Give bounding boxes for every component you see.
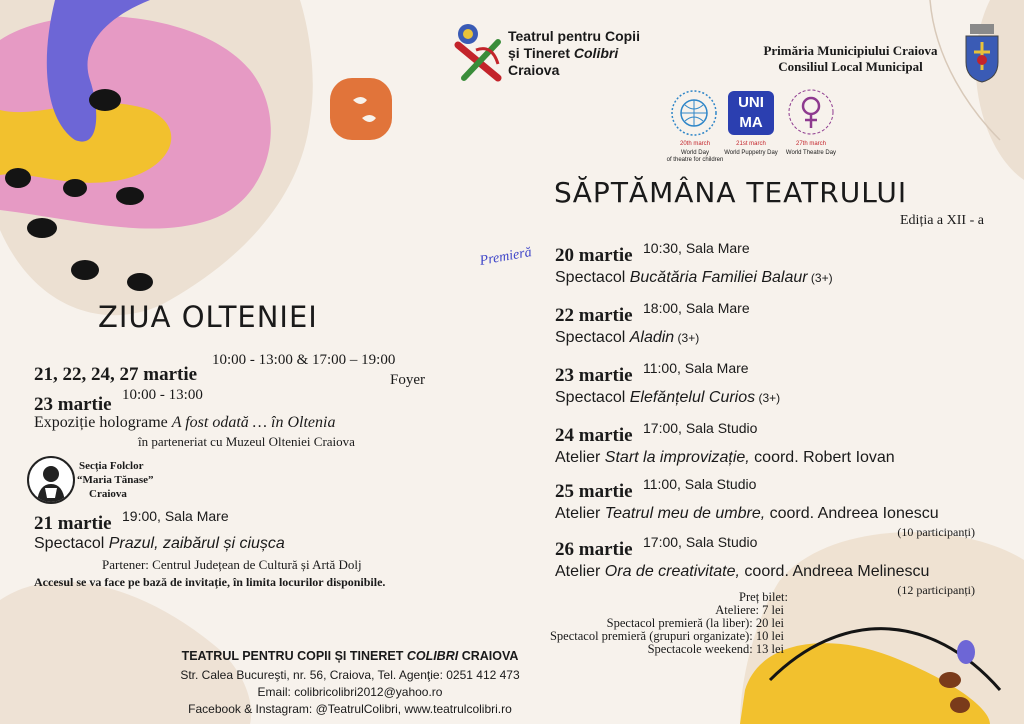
folk-section-name bbox=[77, 459, 154, 501]
left-title: ZIUA OLTENIEI bbox=[98, 300, 318, 334]
black-dot bbox=[71, 260, 99, 280]
event-date: 21, 22, 24, 27 martie bbox=[34, 364, 198, 385]
event-date: 24 martie bbox=[555, 425, 633, 446]
event-date: 26 martie bbox=[555, 539, 633, 560]
event-olteniei-1 bbox=[34, 350, 454, 388]
theatre-name-line2b: Colibri bbox=[573, 45, 619, 61]
partner-logo-assitej bbox=[669, 88, 719, 143]
partner-label-1b: of theatre for children bbox=[666, 157, 724, 163]
event-olteniei-3 bbox=[34, 505, 454, 552]
price-premiere-free: Spectacol premieră (la liber): 20 lei bbox=[606, 616, 784, 630]
price-head: Preț bilet: bbox=[739, 590, 788, 604]
city-hall-line1: Primăria Municipiului Craiova bbox=[763, 43, 938, 58]
event-date: 21 martie bbox=[34, 513, 112, 534]
event-note: (12 participanți) bbox=[897, 583, 975, 597]
craiova-coat-of-arms bbox=[962, 22, 1002, 84]
edition: Ediția a XII - a bbox=[900, 213, 984, 228]
theatre-name bbox=[508, 28, 640, 79]
right-title: SĂPTĂMÂNA TEATRULUI bbox=[554, 176, 908, 209]
event-date: 22 martie bbox=[555, 305, 633, 326]
event-time: 10:00 - 13:00 bbox=[122, 387, 203, 403]
price-weekend: Spectacole weekend: 13 lei bbox=[647, 642, 784, 656]
partner-label-3: World Theatre Day bbox=[785, 150, 837, 156]
event-note: în parteneriat cu Muzeul Olteniei Craiova bbox=[138, 434, 355, 449]
partner-logo-iti bbox=[786, 86, 836, 143]
theatre-week-event bbox=[555, 237, 975, 293]
theatre-week-event bbox=[555, 357, 975, 413]
footer-title: TEATRUL PENTRU COPII ȘI TINERET COLIBRI CRAIOVA bbox=[181, 649, 519, 663]
theatre-week-event bbox=[555, 473, 975, 539]
folk-logo-circle bbox=[27, 456, 75, 504]
unima-badge: UNIMA bbox=[738, 94, 764, 131]
city-hall-line2: Consiliul Local Municipal bbox=[778, 59, 923, 74]
brown-bean bbox=[939, 672, 961, 688]
event-date: 23 martie bbox=[34, 394, 112, 415]
event-time: 11:00, Sala Mare bbox=[643, 360, 749, 376]
event-olteniei-2 bbox=[34, 386, 454, 449]
theatre-week-event bbox=[555, 297, 975, 353]
footer-social[interactable]: Facebook & Instagram: @TeatrulColibri, www.teatrulcolibri.ro bbox=[188, 702, 512, 716]
partner-date-3: 27th march bbox=[795, 141, 826, 147]
partner-label-1: World Day bbox=[681, 150, 709, 156]
price-premiere-groups: Spectacol premieră (grupuri organizate): 10 lei bbox=[549, 629, 784, 643]
black-dot bbox=[27, 218, 57, 238]
partner-label-2: World Puppetry Day bbox=[724, 150, 778, 156]
event-description: Spectacol Bucătăria Familiei Balaur (3+) bbox=[555, 269, 833, 286]
partner-note: Partener: Centrul Județean de Cultură și Artă Dolj bbox=[102, 557, 362, 572]
event-description: Atelier Ora de creativitate, coord. Andreea Melinescu bbox=[555, 563, 930, 580]
partner-date-1: 20th march bbox=[679, 141, 710, 147]
footer-address: Str. Calea Bucureşti, nr. 56, Craiova, Tel. Agenţie: 0251 412 473 bbox=[180, 668, 520, 682]
event-time: 17:00, Sala Studio bbox=[643, 420, 758, 436]
access-note: Accesul se va face pe bază de invitație, în limita locurilor disponibile. bbox=[34, 575, 386, 589]
event-description: Spectacol Aladin (3+) bbox=[555, 329, 700, 346]
event-time: 19:00, Sala Mare bbox=[122, 508, 229, 524]
footer bbox=[140, 648, 560, 718]
event-time: 18:00, Sala Mare bbox=[643, 300, 750, 316]
folk-line3: Craiova bbox=[89, 488, 127, 500]
partner-logo-unima bbox=[728, 91, 774, 135]
black-dot bbox=[127, 273, 153, 291]
black-dot bbox=[5, 168, 31, 188]
event-place: Foyer bbox=[390, 372, 425, 388]
partner-date-2: 21st march bbox=[736, 141, 766, 147]
orange-square bbox=[330, 78, 392, 140]
black-dot bbox=[89, 89, 121, 111]
event-description: Spectacol Elefănțelul Curios (3+) bbox=[555, 389, 781, 406]
black-dot bbox=[116, 187, 144, 205]
footer-email[interactable]: Email: colibricolibri2012@yahoo.ro bbox=[257, 685, 443, 699]
theatre-week-event bbox=[555, 417, 975, 473]
theatre-name-line3: Craiova bbox=[508, 62, 560, 78]
event-time: 11:00, Sala Studio bbox=[643, 476, 757, 492]
event-note: (10 participanți) bbox=[897, 525, 975, 539]
folk-line1: Secția Folclor bbox=[79, 460, 144, 472]
partner-caption-2 bbox=[718, 141, 784, 157]
event-time: 10:00 - 13:00 & 17:00 – 19:00 bbox=[212, 352, 396, 368]
folk-line2: “Maria Tănase” bbox=[77, 474, 154, 486]
premiere-label: Premieră bbox=[478, 245, 533, 269]
city-hall-name bbox=[748, 43, 953, 75]
event-description: Spectacol Prazul, zaibărul și ciușca bbox=[34, 535, 285, 552]
event-time: 10:30, Sala Mare bbox=[643, 240, 750, 256]
theatre-name-line1: Teatrul pentru Copii bbox=[508, 28, 640, 44]
black-dot bbox=[63, 179, 87, 197]
event-date: 23 martie bbox=[555, 365, 633, 386]
event-time: 17:00, Sala Studio bbox=[643, 534, 758, 550]
theatre-name-line2a: și Tineret bbox=[508, 45, 570, 61]
purple-bean bbox=[957, 640, 975, 664]
event-description: Atelier Start la improvizație, coord. Robert Iovan bbox=[555, 449, 895, 466]
event-date: 25 martie bbox=[555, 481, 633, 502]
brown-bean bbox=[950, 697, 970, 713]
theatre-logo bbox=[450, 20, 508, 82]
price-workshops: Ateliere: 7 lei bbox=[715, 603, 784, 617]
event-description: Atelier Teatrul meu de umbre, coord. Andreea Ionescu bbox=[555, 505, 939, 522]
event-description: Expoziție holograme A fost odată … în Oltenia bbox=[34, 414, 336, 431]
price-list bbox=[520, 590, 788, 656]
event-date: 20 martie bbox=[555, 245, 633, 266]
partner-caption-3 bbox=[778, 141, 844, 157]
